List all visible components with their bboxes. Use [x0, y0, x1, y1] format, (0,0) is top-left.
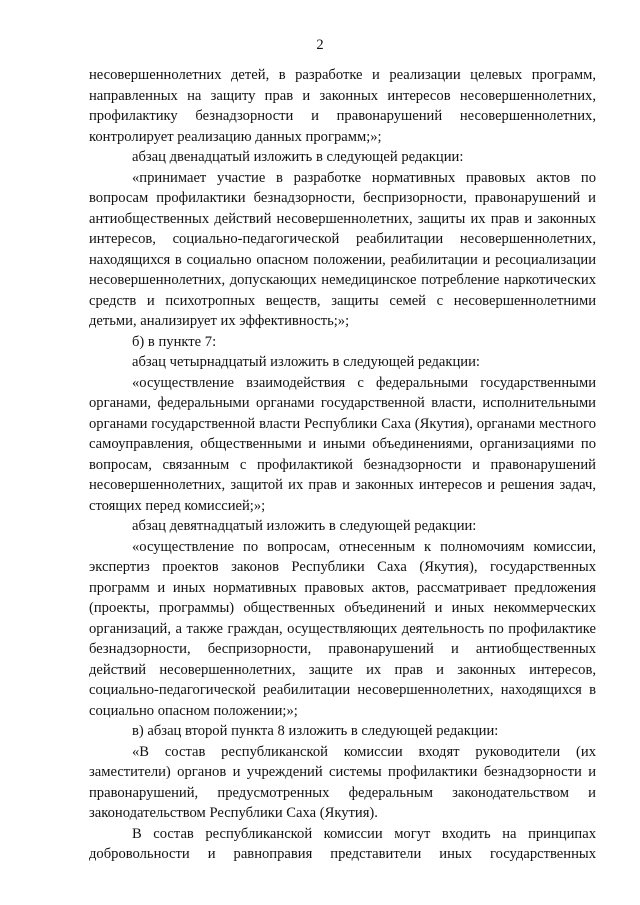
paragraph-instruction-item-19: абзац девятнадцатый изложить в следующей редакции:: [132, 518, 477, 534]
paragraph-quoted-composition: «В состав республиканской комиссии входят руководители (их заместители) органов и учреждений системы профилактики безнадзорности и правонарушений, предусмотренных федеральным законодательством и законодательством Республики Саха (Якутия).: [89, 743, 596, 821]
paragraph-composition-continued: В состав республиканской комиссии могут входить на принципах добровольности и равноправия представители иных государственных: [89, 825, 596, 862]
paragraph-quoted-item-19: «осуществление по вопросам, отнесенным к полномочиям комиссии, экспертиз проектов законов Республики Саха (Якутия), государственных программ и иных нормативных правовых актов, рассматривает предложения (проекты, программы) общественных объединений и иных некоммерческих организаций, а также граждан, осуществляющих деятельность по профилактике безнадзорности, беспризорности, правонарушений и антиобщественных действий несовершеннолетних, защите их прав и законных интересов, социально-педагогической реабилитации несовершеннолетних, находящихся в социально опасном положении;»;: [89, 538, 596, 719]
paragraph-instruction-item-12: абзац двенадцатый изложить в следующей редакции:: [132, 149, 464, 165]
page-number: 2: [316, 37, 324, 53]
paragraph-continuation: несовершеннолетних детей, в разработке и реализации целевых программ, направленных на защиту прав и законных интересов несовершеннолетних, профилактику безнадзорности и правонарушений несовершеннолетних, контролирует реализацию данных программ;»;: [89, 67, 596, 145]
paragraph-quoted-item-14: «осуществление взаимодействия с федеральными государственными органами, федеральными органами государственной власти, исполнительными органами государственной власти Республики Саха (Якутия), органами местного самоуправления, общественными и иными объединениями, организациями по вопросам, связанным с профилактикой безнадзорности и правонарушений несовершеннолетних, защитой их прав и законных интересов и решения задач, стоящих перед комиссией;»;: [89, 374, 596, 514]
paragraph-instruction-item-14: абзац четырнадцатый изложить в следующей редакции:: [132, 354, 480, 370]
paragraph-quoted-item-12: «принимает участие в разработке нормативных правовых актов по вопросам профилактики безнадзорности, беспризорности, правонарушений и антиобщественных действий несовершеннолетних, защиты их прав и законных интересов, социально-педагогической реабилитации несовершеннолетних, находящихся в социально опасном положении, реабилитации и ресоциализации несовершеннолетних, допускающих немедицинское потребление наркотических средств и психотропных веществ, защиты семей с несовершеннолетними детьми, анализирует их эффективность;»;: [89, 169, 596, 329]
paragraph-subclause-b: б) в пункте 7:: [132, 333, 217, 350]
paragraph-subclause-v: в) абзац второй пункта 8 изложить в следующей редакции:: [132, 723, 499, 739]
document-body: [89, 65, 596, 865]
